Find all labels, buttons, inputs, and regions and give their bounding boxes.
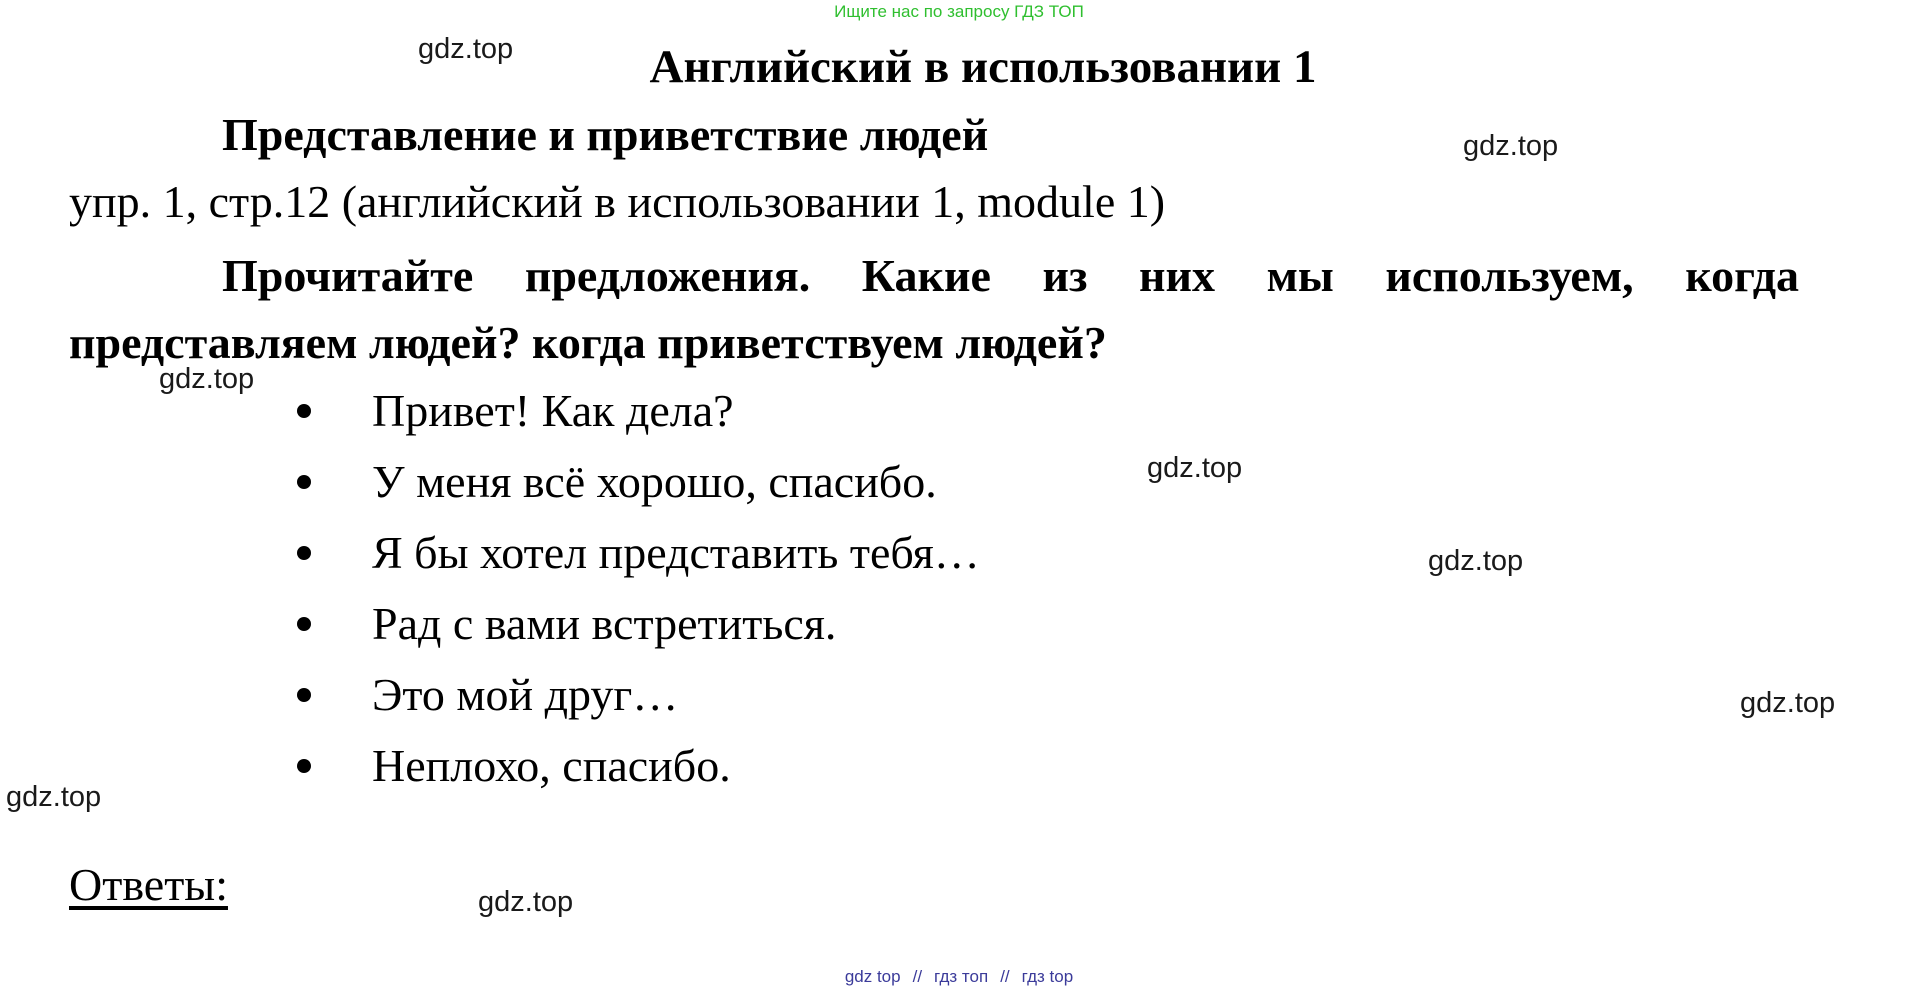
answers-label: Ответы:	[69, 859, 228, 910]
list-item	[290, 659, 980, 730]
list-item	[290, 375, 980, 446]
exercise-reference: упр. 1, стр.12 (английский в использовании 1, module 1)	[69, 176, 1166, 227]
phrase-text: Неплохо, спасибо.	[372, 740, 731, 791]
footer-link[interactable]: gdz top	[844, 967, 901, 986]
instruction-line-1: Прочитайте предложения. Какие из них мы используем, когда	[222, 250, 1799, 301]
section-heading: Представление и приветствие людей	[222, 109, 989, 160]
list-item	[290, 730, 980, 801]
bullet-icon	[297, 759, 311, 773]
list-item	[290, 588, 980, 659]
top-banner[interactable]: Ищите нас по запросу ГДЗ ТОП	[834, 2, 1084, 21]
footer-link[interactable]: гдз топ	[934, 967, 989, 986]
footer-separator: //	[1000, 967, 1010, 986]
footer-separator: //	[912, 967, 923, 986]
watermark: gdz.top	[478, 886, 574, 918]
watermark: gdz.top	[1463, 130, 1559, 162]
list-item	[290, 446, 980, 517]
list-item	[290, 517, 980, 588]
watermark: gdz.top	[1147, 452, 1243, 484]
footer-links	[0, 967, 1918, 987]
watermark: gdz.top	[159, 363, 255, 395]
page-title: Английский в использовании 1	[649, 41, 1317, 93]
phrase-list	[290, 375, 980, 801]
phrase-text: Привет! Как дела?	[372, 385, 734, 436]
watermark: gdz.top	[1740, 687, 1836, 719]
footer-link[interactable]: гдз top	[1021, 967, 1074, 986]
instruction-line-2: представляем людей? когда приветствуем людей?	[69, 317, 1107, 368]
bullet-icon	[297, 688, 311, 702]
phrase-text: У меня всё хорошо, спасибо.	[372, 456, 937, 507]
bullet-icon	[297, 404, 311, 418]
exercise-instruction	[69, 242, 1799, 376]
bullet-icon	[297, 546, 311, 560]
watermark: gdz.top	[418, 33, 514, 65]
bullet-icon	[297, 617, 311, 631]
watermark: gdz.top	[6, 781, 102, 813]
watermark: gdz.top	[1428, 545, 1524, 577]
bullet-icon	[297, 475, 311, 489]
phrase-text: Это мой друг…	[372, 669, 679, 720]
phrase-text: Я бы хотел представить тебя…	[372, 527, 980, 578]
phrase-text: Рад с вами встретиться.	[372, 598, 837, 649]
